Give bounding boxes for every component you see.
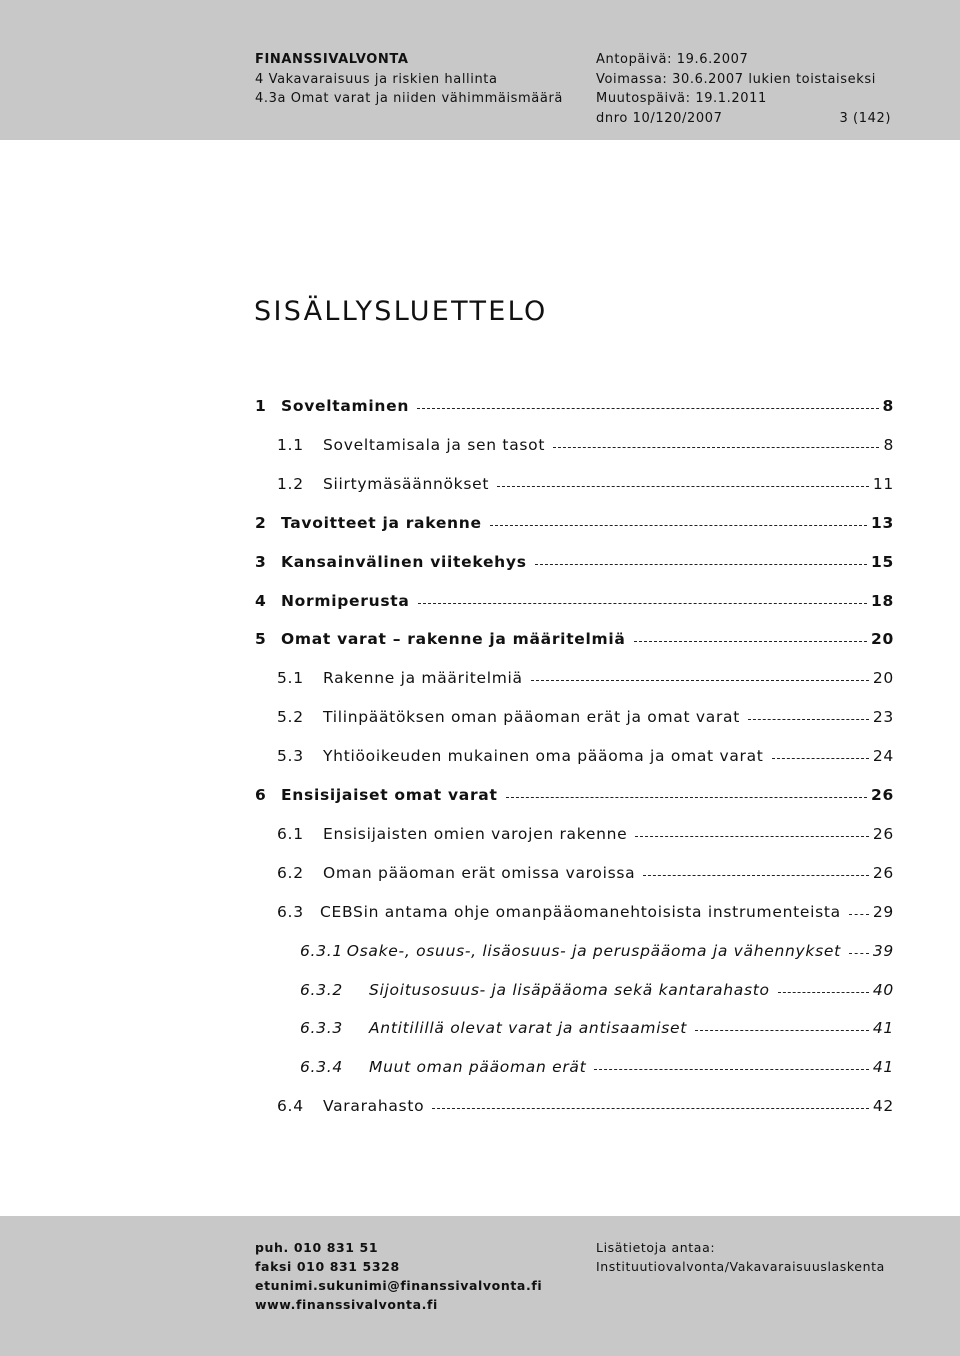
toc-leader-line bbox=[849, 914, 869, 915]
toc-entry-label: Osake-, osuus-, lisäosuus- ja peruspääoma ja vähennykset bbox=[346, 941, 841, 960]
toc-entry-page: 20 bbox=[872, 669, 894, 688]
toc-entry-label: Omat varat – rakenne ja määritelmiä bbox=[281, 630, 626, 649]
toc-entry-number: 2 bbox=[255, 513, 267, 532]
toc-leader-line bbox=[594, 1069, 868, 1070]
toc-entry-page: 20 bbox=[871, 630, 894, 649]
toc-entry bbox=[255, 630, 894, 654]
toc-entry-label: Antitilillä olevat varat ja antisaamiset bbox=[369, 1019, 687, 1038]
toc-entry bbox=[255, 397, 894, 421]
toc-entry bbox=[255, 942, 894, 966]
page-title: SISÄLLYSLUETTELO bbox=[254, 296, 548, 327]
toc-leader-line bbox=[643, 875, 869, 876]
toc-entry-label: Tilinpäätöksen oman pääoman erät ja omat varat bbox=[323, 708, 741, 727]
toc-entry-page: 18 bbox=[871, 591, 894, 610]
toc-entry-page: 23 bbox=[872, 708, 894, 727]
toc-entry-page: 41 bbox=[872, 1019, 894, 1038]
footer-contact bbox=[255, 1238, 542, 1314]
toc-entry-label: Siirtymäsäännökset bbox=[323, 474, 490, 493]
toc-leader-line bbox=[535, 564, 867, 565]
record-number: dnro 10/120/2007 bbox=[596, 110, 723, 126]
toc-entry-label: Tavoitteet ja rakenne bbox=[281, 513, 482, 532]
toc-entry-page: 26 bbox=[872, 824, 894, 843]
toc-entry bbox=[255, 553, 894, 577]
toc-entry-page: 11 bbox=[872, 474, 894, 493]
toc-entry-number: 6.4 bbox=[277, 1097, 304, 1116]
toc-entry bbox=[255, 592, 894, 616]
toc-entry bbox=[255, 436, 894, 460]
toc-entry bbox=[255, 864, 894, 888]
toc-entry-number: 4 bbox=[255, 591, 267, 610]
toc-entry bbox=[255, 825, 894, 849]
toc-entry bbox=[255, 514, 894, 538]
toc-entry-page: 29 bbox=[872, 902, 894, 921]
fax: faksi 010 831 5328 bbox=[255, 1259, 400, 1274]
toc-entry-page: 24 bbox=[872, 747, 894, 766]
toc-entry-page: 26 bbox=[872, 863, 894, 882]
toc-leader-line bbox=[531, 680, 869, 681]
toc-entry-number: 6 bbox=[255, 786, 267, 804]
page-reference: 3 (142) bbox=[839, 110, 891, 126]
page-header bbox=[0, 0, 960, 140]
toc-entry-number: 5 bbox=[255, 630, 267, 649]
toc-entry bbox=[255, 903, 894, 927]
toc-entry-label: Ensisijaiset omat varat bbox=[281, 786, 498, 804]
toc-entry bbox=[255, 708, 894, 732]
page-footer bbox=[0, 1216, 960, 1356]
toc-entry-page: 40 bbox=[872, 980, 894, 999]
toc-entry bbox=[255, 1019, 894, 1043]
toc-entry-page: 26 bbox=[871, 786, 894, 804]
info-label: Lisätietoja antaa: bbox=[596, 1240, 716, 1255]
toc-entry-number: 6.3.4 bbox=[300, 1058, 343, 1077]
toc-entry-number: 1 bbox=[255, 397, 267, 415]
toc-entry-label: Oman pääoman erät omissa varoissa bbox=[323, 863, 636, 882]
toc-entry-label: Yhtiöoikeuden mukainen oma pääoma ja omat varat bbox=[323, 747, 764, 766]
toc-entry-page: 8 bbox=[883, 435, 894, 454]
toc-entry bbox=[255, 786, 894, 810]
amendment-date: Muutospäivä: 19.1.2011 bbox=[596, 91, 767, 106]
phone: puh. 010 831 51 bbox=[255, 1240, 379, 1255]
toc-entry-label: Normiperusta bbox=[281, 591, 410, 610]
footer-info bbox=[596, 1238, 885, 1276]
toc-leader-line bbox=[849, 953, 869, 954]
toc-entry-number: 6.3.3 bbox=[300, 1019, 343, 1038]
toc-leader-line bbox=[432, 1108, 869, 1109]
toc-entry-label: Soveltaminen bbox=[281, 397, 410, 415]
toc-entry-number: 3 bbox=[255, 552, 267, 571]
header-left bbox=[255, 50, 563, 109]
toc-entry bbox=[255, 475, 894, 499]
toc-entry-page: 39 bbox=[872, 941, 894, 960]
toc-entry-label: Muut oman pääoman erät bbox=[369, 1058, 587, 1077]
website: www.finanssivalvonta.fi bbox=[255, 1297, 438, 1312]
toc-entry-number: 1.1 bbox=[277, 435, 304, 454]
organization-name: FINANSSIVALVONTA bbox=[255, 52, 409, 67]
toc-entry bbox=[255, 669, 894, 693]
toc-leader-line bbox=[506, 797, 867, 798]
toc-entry-number: 5.3 bbox=[277, 747, 304, 766]
section-title: 4.3a Omat varat ja niiden vähimmäismäärä bbox=[255, 91, 563, 106]
toc-entry bbox=[255, 1058, 894, 1082]
toc-leader-line bbox=[635, 836, 868, 837]
toc-leader-line bbox=[772, 758, 869, 759]
toc-leader-line bbox=[748, 719, 869, 720]
toc-leader-line bbox=[418, 603, 868, 604]
chapter-title: 4 Vakavaraisuus ja riskien hallinta bbox=[255, 71, 498, 87]
toc-entry bbox=[255, 981, 894, 1005]
toc-leader-line bbox=[553, 447, 879, 448]
email: etunimi.sukunimi@finanssivalvonta.fi bbox=[255, 1278, 543, 1293]
toc-entry-page: 42 bbox=[872, 1097, 894, 1116]
toc-leader-line bbox=[497, 486, 869, 487]
toc-entry-label: Rakenne ja määritelmiä bbox=[323, 669, 523, 688]
toc-entry-number: 6.3.1 bbox=[300, 941, 343, 960]
toc-entry bbox=[255, 1097, 894, 1121]
toc-entry-number: 5.1 bbox=[277, 669, 304, 688]
issue-date: Antopäivä: 19.6.2007 bbox=[596, 52, 749, 67]
toc-leader-line bbox=[778, 992, 869, 993]
toc-entry-number: 6.3.2 bbox=[300, 980, 343, 999]
toc-entry-number: 6.3 bbox=[277, 902, 304, 921]
toc-entry-label: CEBSin antama ohje omanpääomanehtoisista instrumenteista bbox=[319, 902, 841, 921]
toc-entry-number: 6.2 bbox=[277, 863, 304, 882]
validity: Voimassa: 30.6.2007 lukien toistaiseksi bbox=[596, 71, 876, 87]
info-department: Instituutiovalvonta/Vakavaraisuuslaskenta bbox=[596, 1259, 885, 1274]
toc-entry-label: Sijoitusosuus- ja lisäpääoma sekä kantarahasto bbox=[369, 980, 770, 999]
toc-leader-line bbox=[417, 408, 878, 409]
toc-leader-line bbox=[695, 1030, 869, 1031]
toc-entry-page: 8 bbox=[882, 397, 894, 415]
toc-entry-page: 41 bbox=[872, 1058, 894, 1077]
toc-entry-number: 1.2 bbox=[277, 474, 304, 493]
toc-entry-label: Kansainvälinen viitekehys bbox=[281, 552, 527, 571]
toc-entry-page: 13 bbox=[871, 513, 894, 532]
header-right bbox=[596, 50, 896, 128]
toc-entry-number: 6.1 bbox=[277, 824, 304, 843]
toc-entry bbox=[255, 747, 894, 771]
toc-entry-label: Vararahasto bbox=[323, 1097, 425, 1116]
toc-leader-line bbox=[634, 641, 867, 642]
toc-entry-page: 15 bbox=[871, 552, 894, 571]
toc-entry-label: Ensisijaisten omien varojen rakenne bbox=[323, 824, 628, 843]
toc-leader-line bbox=[490, 525, 867, 526]
toc-entry-number: 5.2 bbox=[277, 708, 304, 727]
toc-entry-label: Soveltamisala ja sen tasot bbox=[323, 435, 546, 454]
record-number-line bbox=[596, 109, 896, 129]
